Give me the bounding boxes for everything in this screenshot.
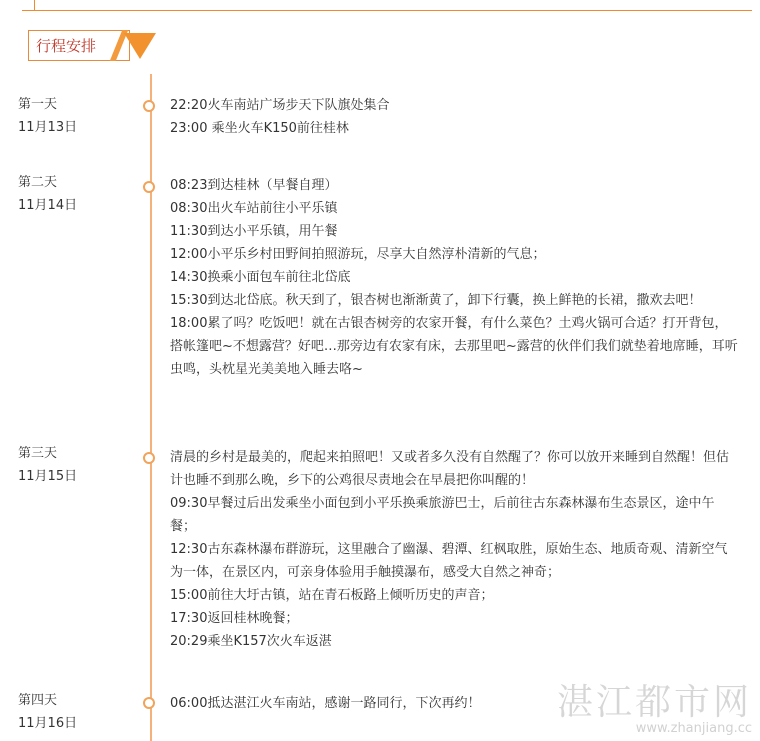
header-divider [22,10,752,11]
day-label-4 [18,689,77,735]
day-date: 11月14日 [18,198,78,213]
itinerary-item: 08:30出火车站前往小平乐镇 [170,201,338,216]
itinerary-item: 06:00抵达湛江火车南站，感谢一路同行，下次再约！ [170,696,481,711]
timeline-line [150,74,152,741]
day-1-itinerary [170,94,740,140]
section-title: 行程安排 [36,37,97,55]
timeline-node-icon [143,452,155,464]
day-date: 11月16日 [18,716,78,731]
itinerary-item: 17:30返回桂林晚餐； [170,611,299,626]
header-tick [34,0,35,10]
day-label-3 [18,442,77,488]
itinerary-item: 08:23到达桂林（早餐自理） [170,178,338,193]
itinerary-item: 20:29乘坐K157次火车返湛 [170,634,332,649]
day-2-itinerary [170,174,740,381]
timeline-node-icon [143,697,155,709]
itinerary-item: 清晨的乡村是最美的，爬起来拍照吧！又或者多久没有自然醒了？你可以放开来睡到自然醒！但估计也睡不到那么晚，乡下的公鸡很尽责地会在早晨把你叫醒的！ [170,450,730,488]
day-name: 第一天 [18,97,58,112]
triangle-down-icon [124,33,156,59]
itinerary-item: 18:00累了吗？吃饭吧！就在古银杏树旁的农家开餐，有什么菜色？土鸡火锅可合适？打开背包，搭帐篷吧~不想露营？好吧…那旁边有农家有床，去那里吧~露营的伙伴们我们就垫着地席睡，耳听虫鸣，头枕星光美美地入睡去咯~ [170,316,738,377]
watermark-title: 湛江都市网 [556,682,752,723]
day-name: 第四天 [18,693,58,708]
itinerary-item: 23:00 乘坐火车K150前往桂林 [170,121,349,136]
itinerary-item: 15:00前往大圩古镇，站在青石板路上倾听历史的声音； [170,588,494,603]
itinerary-item: 15:30到达北岱底。秋天到了，银杏树也渐渐黄了，卸下行囊，换上鲜艳的长裙，撒欢去吧！ [170,293,702,308]
day-name: 第二天 [18,175,58,190]
day-label-1 [18,93,77,139]
day-3-itinerary [170,446,740,653]
site-watermark [557,684,752,736]
itinerary-item: 22:20火车南站广场步天下队旗处集合 [170,98,390,113]
day-date: 11月13日 [18,120,78,135]
itinerary-item: 14:30换乘小面包车前往北岱底 [170,270,351,285]
itinerary-item: 12:00小平乐乡村田野间拍照游玩，尽享大自然淳朴清新的气息； [170,247,546,262]
itinerary-item: 09:30早餐过后出发乘坐小面包到小平乐换乘旅游巴士，后前往古东森林瀑布生态景区，途中午餐； [170,496,715,534]
watermark-url: www.zhanjiang.cc [635,721,752,736]
timeline-node-icon [143,181,155,193]
itinerary-item: 12:30古东森林瀑布群游玩，这里融合了幽瀑、碧潭、红枫取胜，原始生态、地质奇观、清新空气为一体，在景区内，可亲身体验用手触摸瀑布，感受大自然之神奇； [170,542,728,580]
timeline-node-icon [143,100,155,112]
itinerary-item: 11:30到达小平乐镇，用午餐 [170,224,338,239]
day-name: 第三天 [18,446,58,461]
day-date: 11月15日 [18,469,78,484]
day-label-2 [18,171,77,217]
